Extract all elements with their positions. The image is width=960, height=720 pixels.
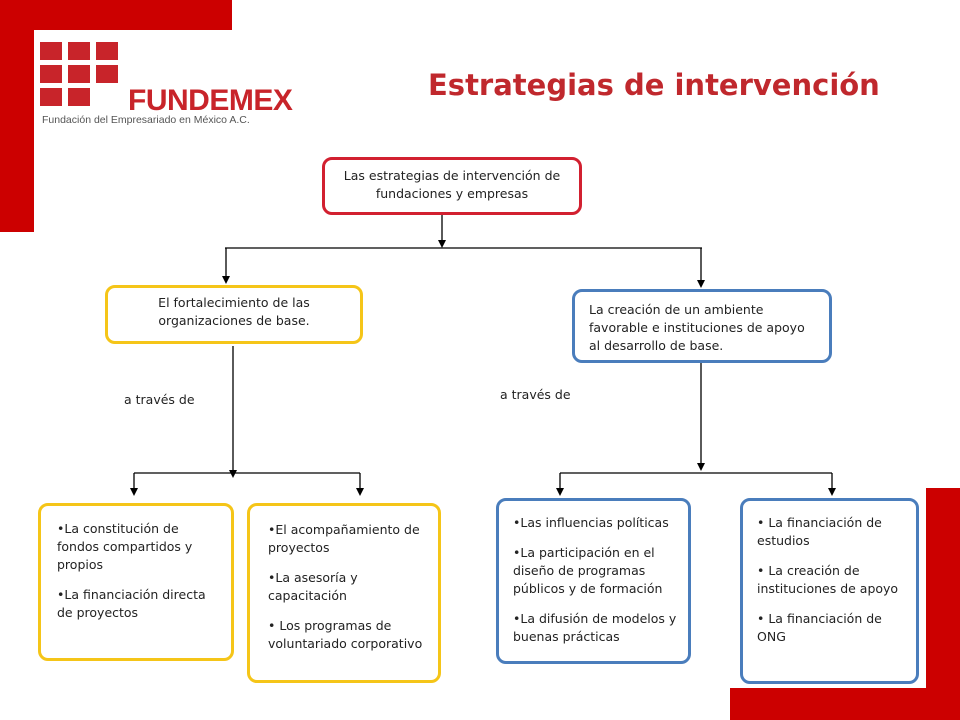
left-via-label: a través de — [124, 392, 195, 407]
list-item: • La creación de instituciones de apoyo — [757, 563, 899, 596]
logo-wordmark: FUNDEMEX — [128, 84, 293, 117]
logo-subtitle: Fundación del Empresariado en México A.C. — [42, 114, 250, 126]
right-via-label: a través de — [500, 387, 571, 402]
right-leaf-box-2 — [740, 498, 919, 684]
left-leaf-box-1 — [38, 503, 234, 661]
list-item: •El acompañamiento de proyectos — [268, 522, 420, 555]
list-item: •La difusión de modelos y buenas prácticas — [513, 611, 677, 644]
left-branch-box — [105, 285, 363, 344]
right-branch-text: La creación de un ambiente favorable e instituciones de apoyo al desarrollo de base. — [589, 302, 805, 353]
list-item: • La financiación de ONG — [757, 611, 882, 644]
root-text: Las estrategias de intervención de fundaciones y empresas — [343, 168, 561, 201]
root-box — [322, 157, 582, 215]
list-item: •La asesoría y capacitación — [268, 570, 358, 603]
list-item: •Las influencias políticas — [513, 515, 669, 530]
list-item: •La participación en el diseño de programas públicos y de formación — [513, 545, 663, 596]
list-item: • La financiación de estudios — [757, 515, 882, 548]
right-branch-box — [572, 289, 832, 363]
list-item: •La financiación directa de proyectos — [57, 587, 206, 620]
right-leaf-box-1 — [496, 498, 691, 664]
list-item: • Los programas de voluntariado corporativo — [268, 618, 423, 651]
page-title: Estrategias de intervención — [428, 68, 880, 102]
left-branch-text: El fortalecimiento de las organizaciones de base. — [158, 295, 310, 328]
list-item: •La constitución de fondos compartidos y propios — [57, 521, 193, 572]
left-leaf-box-2 — [247, 503, 441, 683]
